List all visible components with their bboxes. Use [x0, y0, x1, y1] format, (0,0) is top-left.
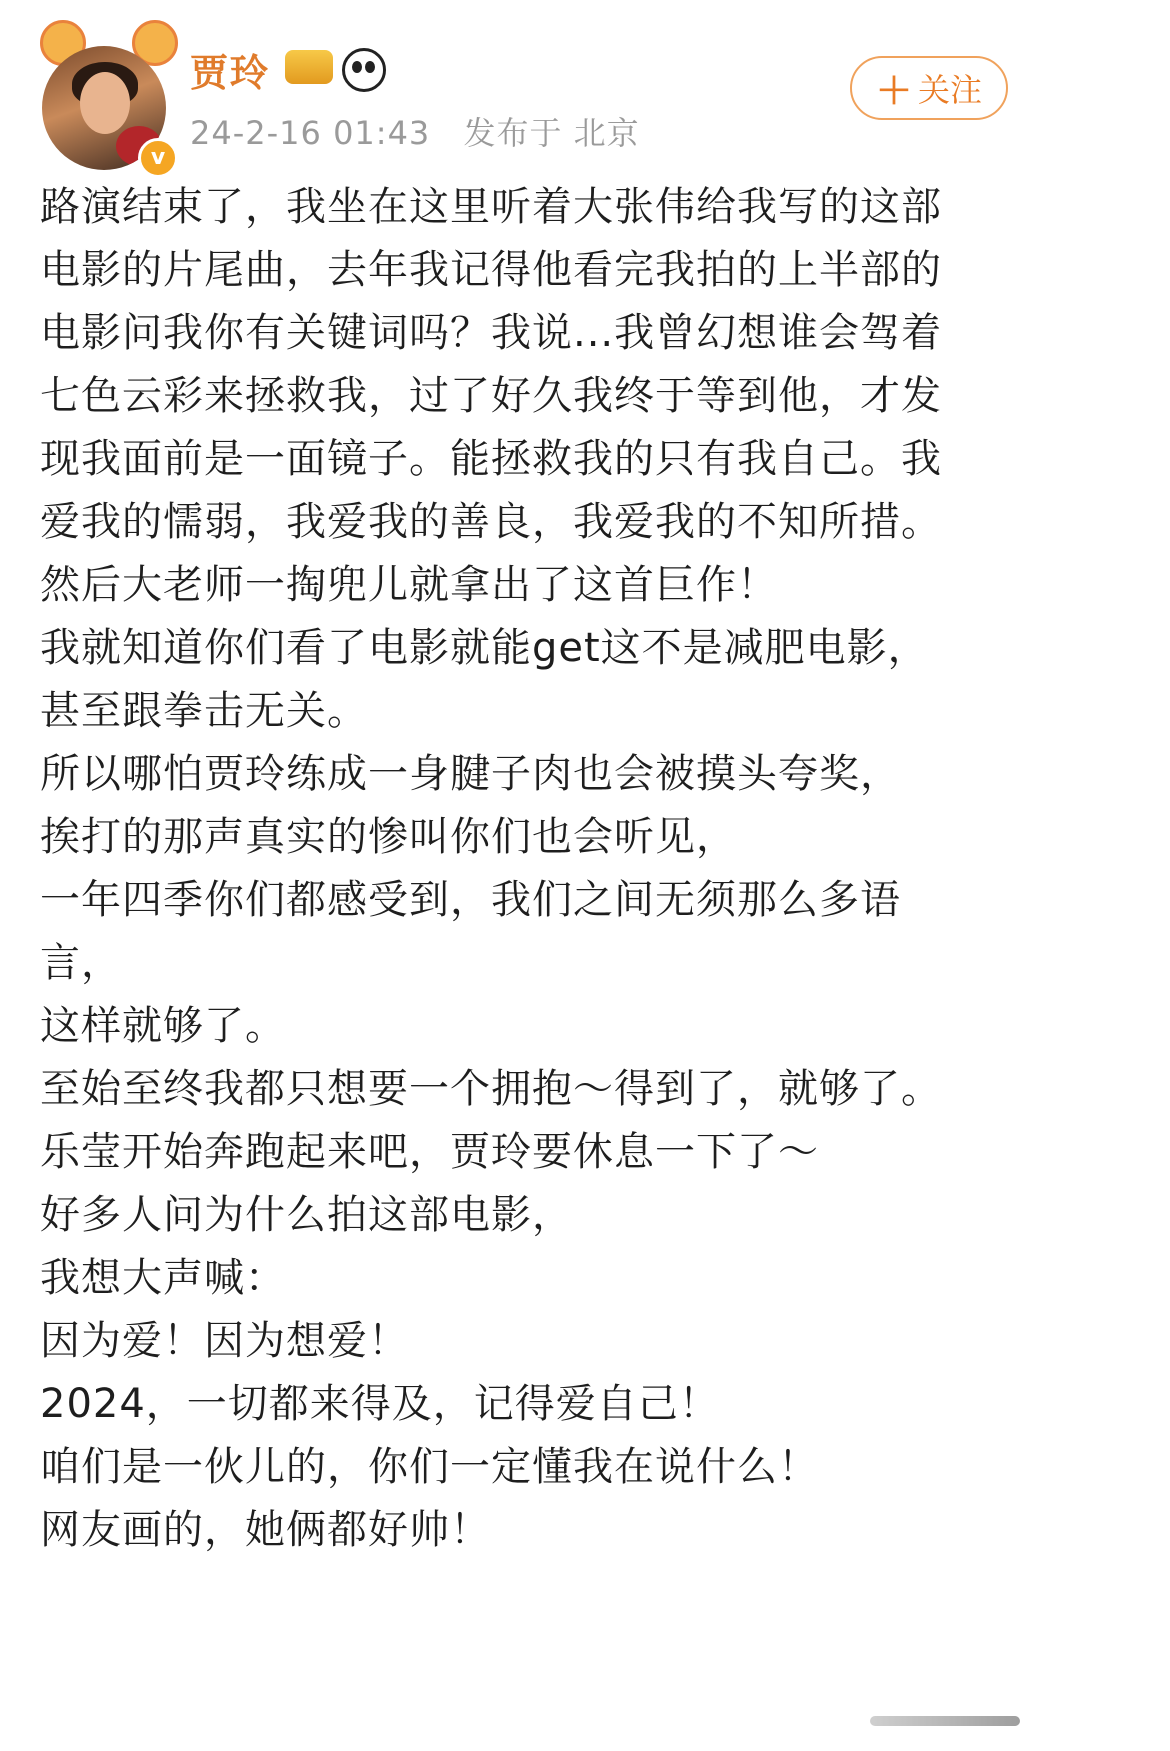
- scroll-indicator[interactable]: [870, 1716, 1020, 1726]
- post-text-line: 至始至终我都只想要一个拥抱～得到了，就够了。: [40, 1066, 942, 1112]
- post-text-line: 我就知道你们看了电影就能get这不是减肥电影，: [40, 625, 929, 671]
- username[interactable]: 贾玲: [190, 51, 271, 95]
- post-location: 发布于 北京: [463, 114, 640, 152]
- plus-icon: ＋: [875, 70, 912, 112]
- verified-icon: v: [138, 138, 178, 178]
- post-text-line: 甚至跟拳击无关。: [40, 688, 368, 734]
- post-header: [0, 0, 1170, 190]
- follow-button[interactable]: [850, 56, 1008, 120]
- panda-icon[interactable]: [342, 48, 386, 92]
- crown-badge-icon[interactable]: [285, 50, 333, 84]
- follow-label: 关注: [918, 71, 983, 109]
- post-text-line: 好多人问为什么拍这部电影，: [40, 1192, 573, 1238]
- post-text-line: 爱我的懦弱，我爱我的善良，我爱我的不知所措。: [40, 499, 942, 545]
- post-text-line: 乐莹开始奔跑起来吧，贾玲要休息一下了～: [40, 1129, 819, 1175]
- post-text-line: 电影问我你有关键词吗？我说...我曾幻想谁会驾着: [40, 310, 943, 356]
- post-text-line: 我想大声喊：: [40, 1255, 286, 1301]
- post-text-line: 电影的片尾曲，去年我记得他看完我拍的上半部的: [40, 247, 942, 293]
- post-text-line: 一年四季你们都感受到，我们之间无须那么多语: [40, 877, 901, 923]
- post-text-line: 现我面前是一面镜子。能拯救我的只有我自己。我: [40, 436, 942, 482]
- post-text-line: 咱们是一伙儿的，你们一定懂我在说什么！: [40, 1444, 819, 1490]
- post-text-line: 这样就够了。: [40, 1003, 286, 1049]
- post-text-line: 路演结束了，我坐在这里听着大张伟给我写的这部: [40, 184, 942, 230]
- post-text-line: 然后大老师一掏兜儿就拿出了这首巨作！: [40, 562, 778, 608]
- avatar[interactable]: [36, 20, 176, 170]
- post-text-line: 因为爱！因为想爱！: [40, 1318, 409, 1364]
- post-meta: [190, 108, 640, 154]
- post-text-line: 2024，一切都来得及，记得爱自己！: [40, 1381, 720, 1427]
- post-text-line: 言，: [40, 940, 122, 986]
- post-text-line: 网友画的，她俩都好帅！: [40, 1507, 491, 1553]
- post-text-line: 所以哪怕贾玲练成一身腱子肉也会被摸头夸奖，: [40, 751, 901, 797]
- post-text-line: 挨打的那声真实的惨叫你们也会听见，: [40, 814, 737, 860]
- post-body: [40, 176, 1140, 1562]
- post-text-line: 七色云彩来拯救我，过了好久我终于等到他，才发: [40, 373, 942, 419]
- post-time: 24-2-16 01:43: [190, 114, 431, 152]
